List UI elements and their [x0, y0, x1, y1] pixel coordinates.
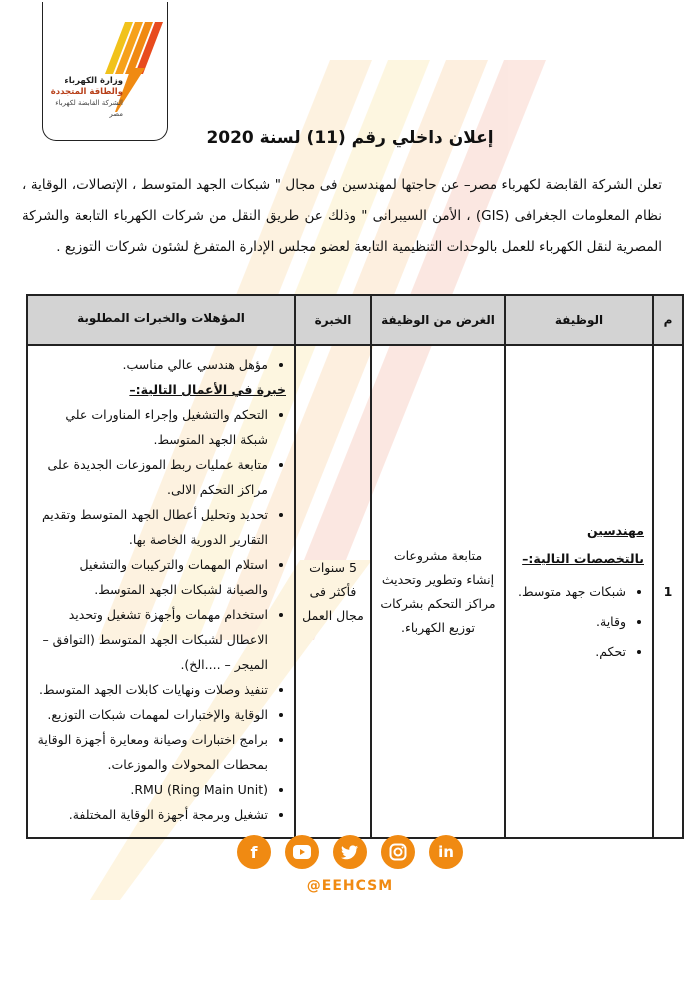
twitter-icon[interactable]	[333, 835, 367, 869]
instagram-icon[interactable]	[381, 835, 415, 869]
logo-line-3: الشركة القابضة لكهرباء مصر	[55, 99, 123, 118]
experience-cell: 5 سنوات فأكثر فى مجال العمل	[295, 345, 371, 838]
list-item: • استخدام مهمات وأجهزة تشغيل وتحديد الاعطال لشبكات الجهد المتوسط (التوافق – الميجر – ....الخ).	[36, 602, 268, 677]
qualifications-list	[36, 352, 286, 377]
logo-line-1: وزارة الكهرباء	[64, 76, 123, 86]
logo	[42, 2, 168, 141]
table-row	[27, 345, 683, 838]
list-item: • تنفيذ وصلات ونهايات كابلات الجهد المتوسط.	[36, 677, 268, 702]
header-purpose: الغرض من الوظيفة	[371, 295, 505, 345]
page-title: إعلان داخلي رقم (11) لسنة 2020	[206, 128, 494, 148]
specialties-list	[514, 577, 644, 667]
youtube-icon[interactable]	[285, 835, 319, 869]
list-item: • مؤهل هندسي عالي مناسب.	[36, 352, 268, 377]
header-num: م	[653, 295, 683, 345]
list-item: • تحكم.	[514, 637, 626, 667]
social-handle[interactable]: @EEHCSM	[306, 878, 394, 894]
list-item: • برامج اختبارات وصيانة ومعايرة أجهزة الوقاية بمحطات المحولات والموزعات.	[36, 727, 268, 777]
job-cell	[505, 345, 653, 838]
list-item: • تشغيل وبرمجة أجهزة الوقاية المختلفة.	[36, 802, 268, 827]
linkedin-icon[interactable]: in	[429, 835, 463, 869]
table-header-row	[27, 295, 683, 345]
qualifications-cell	[27, 345, 295, 838]
row-num: 1	[653, 345, 683, 838]
header-job: الوظيفة	[505, 295, 653, 345]
list-item: • (Ring Main Unit) RMU.	[36, 777, 268, 802]
purpose-cell: متابعة مشروعات إنشاء وتطوير وتحديث مراكز التحكم بشركات توزيع الكهرباء.	[371, 345, 505, 838]
list-item: • التحكم والتشغيل وإجراء المناورات علي شبكة الجهد المتوسط.	[36, 402, 268, 452]
logo-line-2: والطاقة المتجددة	[50, 87, 123, 97]
intro-paragraph: تعلن الشركة القابضة لكهرباء مصر– عن حاجتها لمهندسين فى مجال " شبكات الجهد المتوسط ، الإتصالات، الوقاية ، نظام المعلومات الجغرافى (GIS) ، الأمن السيبرانى " وذلك عن طريق النقل من شركات الكهرباء التابعة والشركة المصرية لنقل الكهرباء للعمل بالوحدات التنظيمية التابعة لعضو مجلس الإدارة المتفرغ لشئون شركات التوزيع .	[22, 177, 662, 255]
list-item: • شبكات جهد متوسط.	[514, 577, 626, 607]
job-title: مهندسين بالتخصصات التالية:–	[522, 522, 644, 566]
header-experience: الخبرة	[295, 295, 371, 345]
social-links	[0, 835, 700, 869]
header-qualifications: المؤهلات والخبرات المطلوبة	[27, 295, 295, 345]
list-item: • متابعة عمليات ربط الموزعات الجديدة على مراكز التحكم الالى.	[36, 452, 268, 502]
qualifications-subtitle: خبرة في الأعمال التالية:–	[129, 382, 286, 397]
list-item: • تحديد وتحليل أعطال الجهد المتوسط وتقديم التقارير الدورية الخاصة بها.	[36, 502, 268, 552]
list-item: • وقاية.	[514, 607, 626, 637]
facebook-icon[interactable]: f	[237, 835, 271, 869]
list-item: • الوقاية والإختبارات لمهمات شبكات التوزيع.	[36, 702, 268, 727]
jobs-table	[26, 294, 684, 839]
experience-items-list	[36, 402, 286, 827]
list-item: • استلام المهمات والتركيبات والتشغيل والصيانة لشبكات الجهد المتوسط.	[36, 552, 268, 602]
